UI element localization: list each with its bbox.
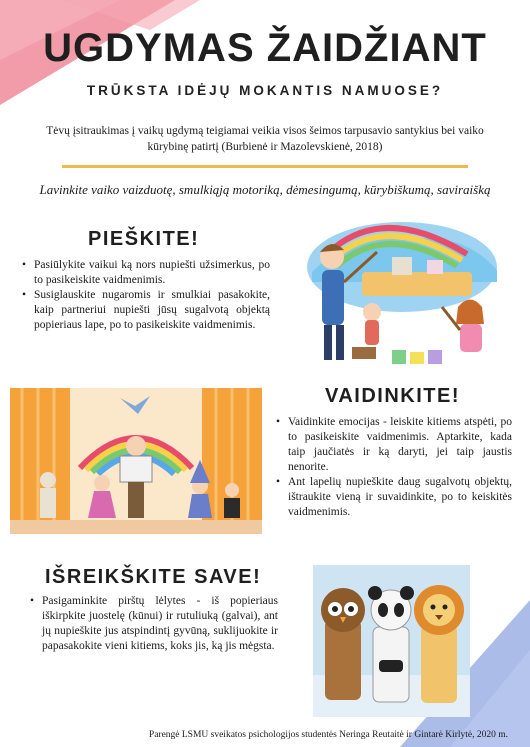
act-item-1: • Vaidinkite emocijas - leiskite kitiems atspėti, po to pasikeiskite vaidmenimis. Aptarkite, kada taip jaučiatės ir ką daryti, jei taip jaustis nenorite. <box>274 415 512 475</box>
theater-stage-illustration <box>10 388 262 534</box>
draw-list <box>20 258 270 333</box>
draw-item-2: • Susiglauskite nugaromis ir smulkiai pasakokite, kaip partneriui nupiešti jūsų sugalvotą objektą popieriaus lape, po to pasikeiskite vaidmenimis. <box>20 288 270 333</box>
express-heading: IŠREIKŠKITE SAVE! <box>45 566 262 588</box>
act-heading: VAIDINKITE! <box>325 385 461 407</box>
express-item-1: • Pasigaminkite pirštų lėlytes - iš popieriaus iškirpkite juostelę (kūnui) ir rutuliuką (galvai), ant jų nupieškite jus atspindintį gyvūną, suklijuokite ir papasakokite vieni kitiems, koks jis, ką jis mėgsta. <box>28 594 278 654</box>
draw-item-1: • Pasiūlykite vaikui ką nors nupiešti užsimerkus, po to pasikeiskite vaidmenimis. <box>20 258 270 288</box>
express-list <box>28 594 278 654</box>
divider-line <box>62 165 468 168</box>
page-title: UGDYMAS ŽAIDŽIANT <box>43 26 487 70</box>
page-subtitle: TRŪKSTA IDĖJŲ MOKANTIS NAMUOSE? <box>86 83 444 98</box>
paper-finger-puppets-photo <box>313 565 470 717</box>
intro-text: Tėvų įsitraukimas į vaikų ugdymą teigiamai veikia visos šeimos tarpusavio santykius bei vaiko kūrybinę patirtį (Burbienė ir Mazolevskienė, 2018) <box>46 125 484 153</box>
act-item-2: • Ant lapelių nupieškite daug sugalvotų objektų, ištraukite vieną ir suvaidinkite, po to keiskitės vaidmenimis. <box>274 475 512 520</box>
draw-heading: PIEŠKITE! <box>88 228 200 250</box>
family-painting-illustration <box>292 212 512 377</box>
footer-credit: Parengė LSMU sveikatos psichologijos studentės Neringa Reutaitė ir Gintarė Kirlytė, 2020 m. <box>148 730 508 740</box>
motto-text: Lavinkite vaiko vaizduotę, smulkiąją motoriką, dėmesingumą, kūrybiškumą, saviraišką <box>39 182 491 197</box>
act-list <box>274 415 512 520</box>
